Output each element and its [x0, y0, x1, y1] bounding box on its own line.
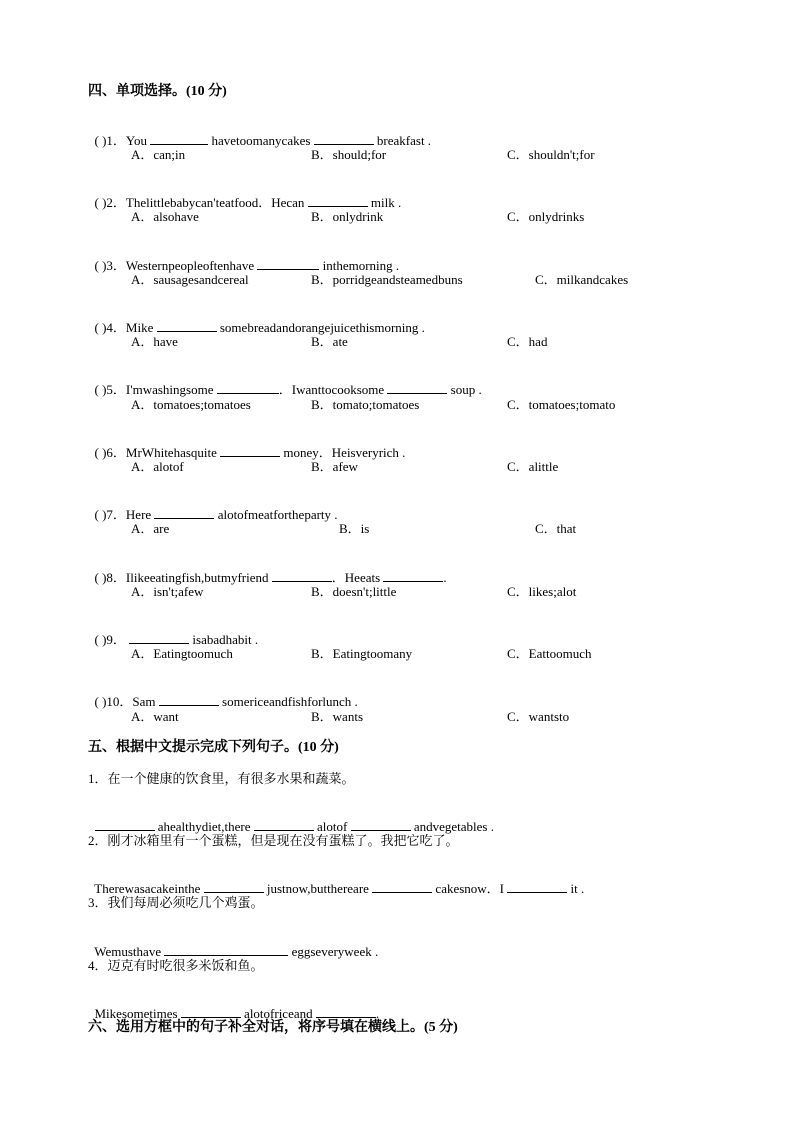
section4-heading: 四、单项选择。(10 分)	[88, 84, 227, 99]
answer-blank[interactable]	[254, 818, 314, 831]
option-a[interactable]: A．alotof	[131, 459, 184, 474]
option-a[interactable]: A．alsohave	[131, 209, 199, 224]
question-text: Ilikeeatingfish,butmyfriend	[125, 570, 272, 585]
option-a[interactable]: A．sausagesandcereal	[131, 272, 249, 287]
answer-blank[interactable]	[129, 631, 189, 644]
question-text: Sam	[132, 694, 159, 709]
sentence-text: alotof	[313, 819, 351, 834]
question-text: ．Iwanttocooksome	[278, 382, 388, 397]
answer-blank[interactable]	[316, 1005, 376, 1018]
answer-blank[interactable]	[217, 381, 279, 394]
question-text: isabadhabit .	[189, 632, 259, 647]
translation-answer-3	[88, 927, 378, 960]
translation-prompt-1: 1．在一个健康的饮食里，有很多水果和蔬菜。	[88, 771, 355, 786]
question-text: .	[443, 570, 447, 585]
question-text: inthemorning .	[319, 258, 400, 273]
option-c[interactable]: C．wantsto	[507, 709, 570, 724]
sentence-text: andvegetables .	[410, 819, 494, 834]
answer-blank[interactable]	[95, 818, 155, 831]
answer-blank[interactable]	[159, 693, 219, 706]
option-b[interactable]: B．is	[339, 521, 370, 536]
option-a[interactable]: A．can;in	[131, 147, 186, 162]
option-a[interactable]: A．isn't;afew	[131, 584, 204, 599]
option-c[interactable]: C．had	[507, 334, 548, 349]
translation-answer-2	[88, 864, 584, 897]
option-b[interactable]: B．Eatingtoomany	[311, 646, 413, 661]
option-c[interactable]: C．milkandcakes	[535, 272, 629, 287]
sentence-text: .	[375, 1006, 380, 1021]
option-b[interactable]: B．doesn't;little	[311, 584, 397, 599]
option-a[interactable]: A．Eatingtoomuch	[131, 646, 233, 661]
option-b[interactable]: B．onlydrink	[311, 209, 384, 224]
question-number: ( )2．	[94, 195, 126, 210]
answer-blank[interactable]	[272, 569, 332, 582]
sentence-text: alotofriceand	[240, 1006, 316, 1021]
option-a[interactable]: A．have	[131, 334, 178, 349]
translation-answer-1	[88, 802, 494, 835]
translation-prompt-4: 4．迈克有时吃很多米饭和鱼。	[88, 958, 264, 973]
question-4	[88, 303, 425, 336]
translation-prompt-3: 3．我们每周必须吃几个鸡蛋。	[88, 895, 264, 910]
answer-blank[interactable]	[383, 569, 443, 582]
question-7	[88, 490, 338, 523]
sentence-text: it .	[567, 881, 585, 896]
translation-answer-4	[88, 989, 379, 1022]
question-2	[88, 178, 401, 211]
question-number: ( )9．	[94, 632, 126, 647]
sentence-text: eggseveryweek .	[288, 944, 379, 959]
question-text: milk .	[367, 195, 402, 210]
translation-prompt-2: 2．刚才冰箱里有一个蛋糕，但是现在没有蛋糕了。我把它吃了。	[88, 833, 459, 848]
question-text: Here	[125, 507, 155, 522]
sentence-text: Mikesometimes	[94, 1006, 181, 1021]
section5-heading: 五、根据中文提示完成下列句子。(10 分)	[88, 740, 339, 755]
answer-blank[interactable]	[164, 943, 288, 956]
question-text: You	[125, 133, 151, 148]
option-c[interactable]: C．onlydrinks	[507, 209, 585, 224]
answer-blank[interactable]	[181, 1005, 241, 1018]
question-number: ( )5．	[94, 382, 126, 397]
sentence-text: cakesnow．I	[432, 881, 508, 896]
option-b[interactable]: B．afew	[311, 459, 358, 474]
option-b[interactable]: B．should;for	[311, 147, 387, 162]
question-number: ( )8．	[94, 570, 126, 585]
question-text: Thelittlebabycan'teatfood．Hecan	[125, 195, 308, 210]
question-text: I'mwashingsome	[125, 382, 217, 397]
answer-blank[interactable]	[157, 319, 217, 332]
option-c[interactable]: C．tomatoes;tomato	[507, 397, 616, 412]
option-c[interactable]: C．likes;alot	[507, 584, 577, 599]
question-8	[88, 553, 447, 586]
option-c[interactable]: C．Eattoomuch	[507, 646, 592, 661]
option-b[interactable]: B．ate	[311, 334, 348, 349]
question-text: ．Heeats	[331, 570, 384, 585]
option-c[interactable]: C．alittle	[507, 459, 559, 474]
question-number: ( )1．	[94, 133, 126, 148]
question-number: ( )3．	[94, 258, 126, 273]
question-text: MrWhitehasquite	[125, 445, 221, 460]
option-a[interactable]: A．want	[131, 709, 179, 724]
sentence-text: ahealthydiet,there	[154, 819, 254, 834]
question-text: money．Heisveryrich .	[280, 445, 406, 460]
answer-blank[interactable]	[372, 880, 432, 893]
question-text: somebreadandorangejuicethismorning .	[216, 320, 425, 335]
answer-blank[interactable]	[204, 880, 264, 893]
option-c[interactable]: C．shouldn't;for	[507, 147, 595, 162]
option-b[interactable]: B．tomato;tomatoes	[311, 397, 420, 412]
question-6	[88, 428, 405, 461]
answer-blank[interactable]	[257, 257, 319, 270]
option-c[interactable]: C．that	[535, 521, 577, 536]
question-number: ( )7．	[94, 507, 126, 522]
question-1	[88, 116, 431, 149]
question-text: Westernpeopleoftenhave	[125, 258, 258, 273]
question-5	[88, 365, 482, 398]
sentence-text: Therewasacakeinthe	[94, 881, 204, 896]
answer-blank[interactable]	[308, 194, 368, 207]
answer-blank[interactable]	[507, 880, 567, 893]
answer-blank[interactable]	[387, 381, 447, 394]
option-b[interactable]: B．wants	[311, 709, 364, 724]
sentence-text: justnow,butthereare	[263, 881, 373, 896]
question-3	[88, 241, 399, 274]
answer-blank[interactable]	[314, 132, 374, 145]
sentence-text: Wemusthave	[94, 944, 165, 959]
question-text: soup .	[447, 382, 482, 397]
question-number: ( )6．	[94, 445, 126, 460]
question-number: ( )4．	[94, 320, 126, 335]
question-text: havetoomanycakes	[208, 133, 314, 148]
option-a[interactable]: A．are	[131, 521, 170, 536]
question-10	[88, 677, 358, 710]
question-text: breakfast .	[373, 133, 432, 148]
answer-blank[interactable]	[351, 818, 411, 831]
answer-blank[interactable]	[220, 444, 280, 457]
question-text: alotofmeatfortheparty .	[214, 507, 338, 522]
option-a[interactable]: A．tomatoes;tomatoes	[131, 397, 251, 412]
question-text: Mike	[125, 320, 157, 335]
question-number: ( )10．	[94, 694, 133, 709]
section6-heading: 六、选用方框中的句子补全对话，将序号填在横线上。(5 分)	[88, 1020, 458, 1035]
question-text: somericeandfishforlunch .	[218, 694, 358, 709]
option-b[interactable]: B．porridgeandsteamedbuns	[311, 272, 463, 287]
question-9	[88, 615, 258, 648]
answer-blank[interactable]	[150, 132, 208, 145]
answer-blank[interactable]	[154, 506, 214, 519]
